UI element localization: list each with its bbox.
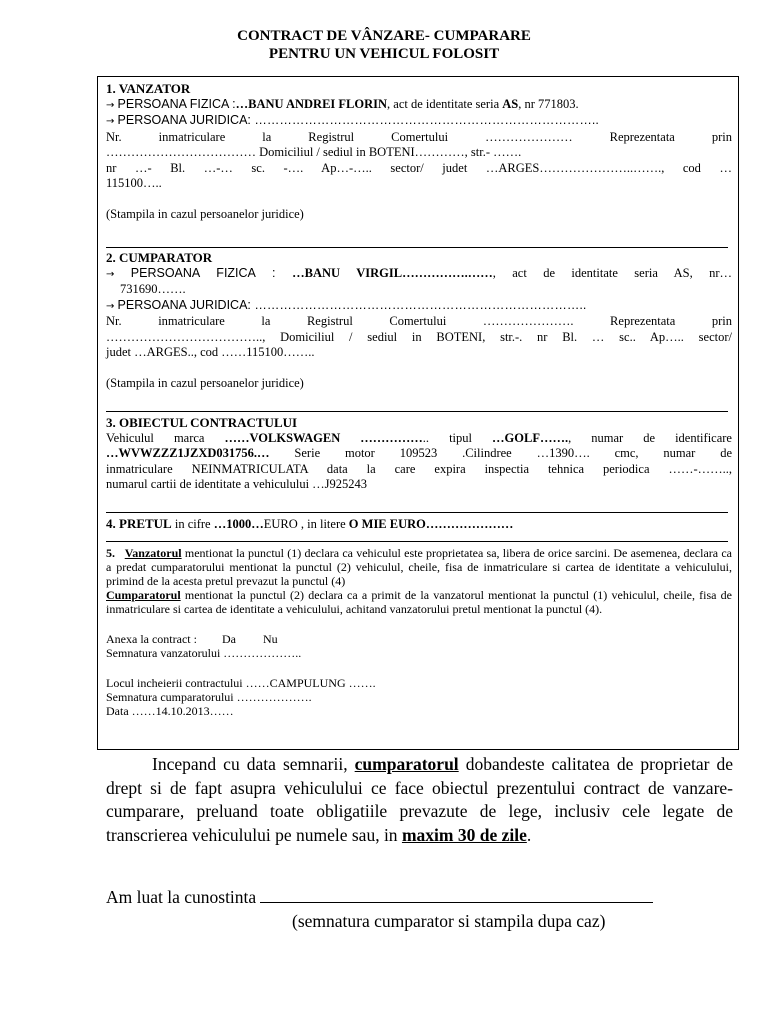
contract-date: Data ……14.10.2013……	[106, 704, 234, 718]
buyer-addr-line1: ……………………………….., Domiciliul / sediul in BOTENI, str.-. nr Bl. … sc.. Ap….. sector/	[106, 329, 732, 344]
vehicle-vin: …WVWZZZ1JZXD031756.…	[106, 446, 270, 460]
seller-id-series: AS	[502, 96, 519, 111]
annex-no: Nu	[262, 632, 278, 646]
buyer-pf-line	[106, 266, 732, 283]
object-heading: 3. OBIECTUL CONTRACTULUI	[106, 415, 298, 430]
divider	[106, 512, 728, 513]
object-engine: Serie motor 109523 .Cilindree …1390…. cmc, numar de	[269, 446, 732, 460]
seller-pj-label: PERSOANA JURIDICA: ………………………………………………………………………..	[117, 113, 599, 127]
buyer-pf-label: PERSOANA FIZICA :	[130, 265, 293, 280]
vehicle-model: …GOLF…….	[492, 430, 569, 445]
object-make-label: Vehiculul marca	[106, 430, 225, 445]
price-heading: 4. PRETUL	[106, 516, 172, 531]
divider	[106, 411, 728, 412]
deadline: maxim 30 de zile	[401, 824, 527, 845]
acknowledgement-line	[106, 886, 653, 908]
price-line	[106, 516, 732, 533]
seller-name: …BANU ANDREI FLORIN	[235, 96, 388, 111]
seller-section	[106, 81, 732, 222]
buyer-section	[106, 250, 732, 391]
seller-word: Vanzatorul	[124, 546, 182, 560]
body-text-b: dobandeste calitatea de proprietar de drept si de fapt asupra vehiculului ce face obiectul prezentului contract de vanzare-cumparare, preluand toate obligatiile prevazute de lege, inclusiv cele legate de transcrierea vehiculului pe numele sau, in	[106, 754, 733, 845]
buyer-stamp-note: (Stampila in cazul persoanelor juridice)	[106, 375, 304, 390]
buyer-signature: Semnatura cumparatorului ……………….	[106, 690, 312, 704]
buyer-pj-label: PERSOANA JURIDICA: ……………………………………………………………………..	[117, 297, 587, 312]
price-amount: …1000…	[213, 517, 264, 531]
buyer-declaration-text: mentionat la punctul (2) declara ca a primit de la vanzatorul mentionat la punctul (1) vehiculul, cheile, fisa de inmatriculare si cartea de identitate a vehiculului, achitand vanzatorului pretul mentionat la punctul (4).	[106, 588, 732, 616]
seller-addr-line2: nr …- Bl. …-… sc. -…. Ap…-….. sector/ judet …ARGES…………………..……., cod …	[106, 160, 732, 175]
price-section	[106, 516, 732, 533]
buyer-word: Cumparatorul	[106, 588, 181, 602]
seller-signature: Semnatura vanzatorului ………………..	[106, 646, 302, 660]
seller-reg-line: Nr. inmatriculare la Registrul Comertului ………………… Reprezentata prin	[106, 129, 732, 144]
object-model-label: .. tipul	[422, 430, 493, 445]
seller-addr-line1: ……………………………… Domiciliul / sediul in BOTENI…………, str.- …….	[106, 145, 522, 159]
object-line2	[106, 446, 732, 462]
seller-pf-label: PERSOANA FIZICA :	[117, 96, 236, 111]
acknowledgement-sub: (semnatura cumparator si stampila dupa caz)	[292, 911, 606, 931]
object-section	[106, 415, 732, 493]
seller-pj-line	[106, 113, 732, 130]
buyer-reg-line: Nr. inmatriculare la Registrul Comertului …………………. Reprezentata prin	[106, 314, 732, 328]
contract-title-line1: CONTRACT DE VÂNZARE- CUMPARARE	[237, 28, 531, 44]
body-text-a: Incepand cu data semnarii,	[152, 754, 355, 774]
annex-line	[106, 632, 732, 646]
seller-pf-line	[106, 97, 732, 114]
object-line4: numarul cartii de identitate a vehiculului …J925243	[106, 477, 368, 491]
object-line3: inmatriculare NEINMATRICULATA data la care expira inspectia tehnica periodica ……-……..,	[106, 461, 732, 476]
seller-addr-line3: 115100…..	[106, 176, 162, 190]
transfer-paragraph	[106, 753, 733, 847]
divider	[106, 541, 728, 542]
checkbox-icon: →	[106, 268, 115, 280]
vehicle-make: ……VOLKSWAGEN ……………	[224, 430, 423, 445]
buyer-id-text: , act de identitate seria AS, nr…	[492, 265, 732, 280]
contract-title-line2: PENTRU UN VEHICUL FOLOSIT	[268, 46, 500, 62]
seller-declaration	[106, 546, 732, 588]
seller-id-nr: , nr 771803.	[518, 96, 579, 111]
price-words-label: EURO , in litere	[263, 517, 349, 531]
seller-id-text: , act de identitate seria	[387, 96, 503, 111]
signature-line	[260, 888, 653, 903]
declarations-section	[106, 546, 732, 718]
price-label: in cifre	[171, 517, 214, 531]
body-buyer-word: cumparatorul	[354, 754, 459, 774]
annex-label: Anexa la contract :	[106, 632, 197, 646]
annex-yes: Da	[221, 632, 236, 646]
buyer-heading: 2. CUMPARATOR	[106, 250, 213, 265]
seller-declaration-text: mentionat la punctul (1) declara ca vehiculul este proprietatea sa, libera de orice sarcini. De asemenea, declara ca a predat cumparatorului mentionat la punctul (2) vehiculul, cheile, fisa de inmatriculare si cartea de identitate a vehiculului, primind de la acesta pretul prevazut la punctul (4)	[106, 546, 732, 588]
checkbox-icon: →	[106, 99, 115, 111]
object-vin-label: , numar de identificare	[568, 430, 732, 445]
contract-place: Locul incheierii contractului ……CAMPULUNG …….	[106, 676, 376, 690]
checkbox-icon: →	[106, 116, 115, 127]
body-text-c: .	[526, 824, 532, 845]
buyer-name: …BANU VIRGIL…………….……	[292, 265, 493, 280]
declarations-number: 5.	[106, 546, 115, 560]
divider	[106, 247, 728, 248]
seller-stamp-note: (Stampila in cazul persoanelor juridice)	[106, 206, 304, 221]
buyer-addr-line2: judet …ARGES.., cod ……115100……..	[106, 345, 315, 359]
object-line1	[106, 431, 732, 447]
acknowledgement-label: Am luat la cunostinta	[106, 887, 257, 907]
buyer-declaration	[106, 588, 732, 616]
seller-heading: 1. VANZATOR	[106, 81, 191, 96]
price-words: O MIE EURO…………………	[348, 517, 514, 531]
buyer-pj-line	[106, 298, 732, 315]
buyer-id-cont: 731690…….	[120, 282, 186, 296]
checkbox-icon: →	[106, 300, 115, 312]
